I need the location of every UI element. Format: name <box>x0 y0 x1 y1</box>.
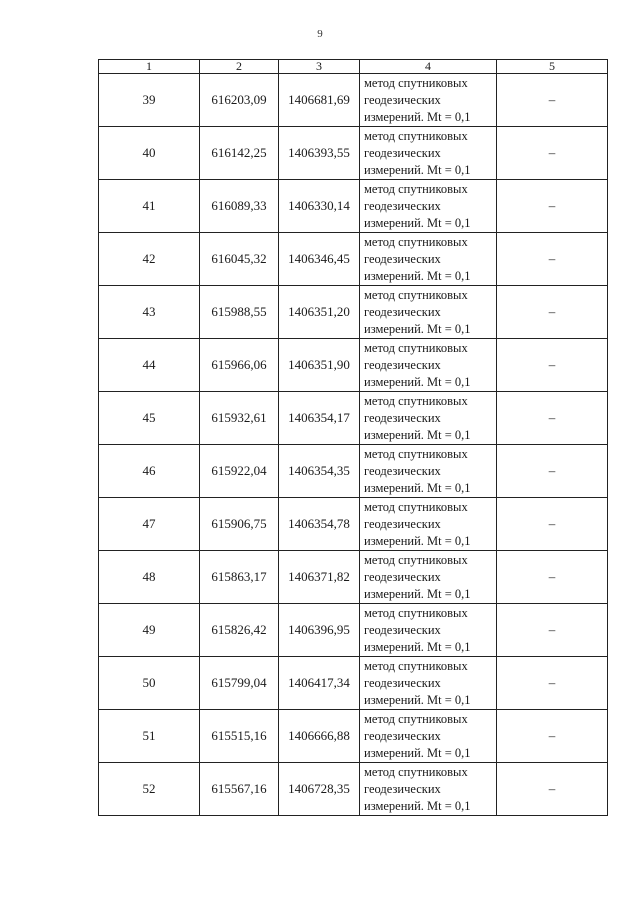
y-coordinate-cell: 1406330,14 <box>279 180 360 233</box>
method-cell <box>360 445 497 498</box>
method-text-line: метод спутниковых <box>364 75 468 90</box>
point-number-cell: 49 <box>99 604 200 657</box>
method-text-line: измерений. Mt = 0,1 <box>364 533 471 548</box>
table-row <box>99 551 608 604</box>
method-text-line: метод спутниковых <box>364 128 468 143</box>
header-col-1: 1 <box>99 60 200 74</box>
method-text-line: измерений. Mt = 0,1 <box>364 109 471 124</box>
header-row <box>99 60 608 74</box>
method-cell <box>360 604 497 657</box>
method-text-line: измерений. Mt = 0,1 <box>364 268 471 283</box>
method-cell <box>360 233 497 286</box>
point-number-cell: 41 <box>99 180 200 233</box>
method-cell <box>360 392 497 445</box>
method-text-line: геодезических <box>364 357 441 372</box>
method-text-line: измерений. Mt = 0,1 <box>364 639 471 654</box>
point-number-cell: 40 <box>99 127 200 180</box>
method-cell <box>360 74 497 127</box>
method-text-line: геодезических <box>364 569 441 584</box>
method-text-line: геодезических <box>364 145 441 160</box>
note-cell: – <box>497 233 608 286</box>
note-cell: – <box>497 392 608 445</box>
table-row <box>99 74 608 127</box>
x-coordinate-cell: 615826,42 <box>200 604 279 657</box>
method-text-line: метод спутниковых <box>364 340 468 355</box>
y-coordinate-cell: 1406346,45 <box>279 233 360 286</box>
x-coordinate-cell: 615567,16 <box>200 763 279 816</box>
point-number-cell: 39 <box>99 74 200 127</box>
y-coordinate-cell: 1406396,95 <box>279 604 360 657</box>
method-cell <box>360 498 497 551</box>
note-cell: – <box>497 710 608 763</box>
y-coordinate-cell: 1406354,35 <box>279 445 360 498</box>
method-text-line: метод спутниковых <box>364 234 468 249</box>
x-coordinate-cell: 616203,09 <box>200 74 279 127</box>
y-coordinate-cell: 1406681,69 <box>279 74 360 127</box>
method-text-line: измерений. Mt = 0,1 <box>364 374 471 389</box>
x-coordinate-cell: 615966,06 <box>200 339 279 392</box>
x-coordinate-cell: 615932,61 <box>200 392 279 445</box>
note-cell: – <box>497 127 608 180</box>
page-number: 9 <box>317 28 323 40</box>
method-cell <box>360 286 497 339</box>
y-coordinate-cell: 1406666,88 <box>279 710 360 763</box>
note-cell: – <box>497 657 608 710</box>
method-text-line: измерений. Mt = 0,1 <box>364 745 471 760</box>
note-cell: – <box>497 498 608 551</box>
table-row <box>99 710 608 763</box>
method-text-line: измерений. Mt = 0,1 <box>364 162 471 177</box>
x-coordinate-cell: 616142,25 <box>200 127 279 180</box>
point-number-cell: 42 <box>99 233 200 286</box>
method-text-line: геодезических <box>364 781 441 796</box>
x-coordinate-cell: 615863,17 <box>200 551 279 604</box>
y-coordinate-cell: 1406354,17 <box>279 392 360 445</box>
method-text-line: метод спутниковых <box>364 393 468 408</box>
method-text-line: метод спутниковых <box>364 287 468 302</box>
note-cell: – <box>497 286 608 339</box>
table-row <box>99 498 608 551</box>
table-row <box>99 604 608 657</box>
method-text-line: геодезических <box>364 198 441 213</box>
point-number-cell: 44 <box>99 339 200 392</box>
method-text-line: метод спутниковых <box>364 711 468 726</box>
method-text-line: геодезических <box>364 251 441 266</box>
method-cell <box>360 339 497 392</box>
point-number-cell: 43 <box>99 286 200 339</box>
method-text-line: метод спутниковых <box>364 658 468 673</box>
method-cell <box>360 180 497 233</box>
method-text-line: геодезических <box>364 304 441 319</box>
method-cell <box>360 551 497 604</box>
point-number-cell: 48 <box>99 551 200 604</box>
method-text-line: геодезических <box>364 92 441 107</box>
point-number-cell: 50 <box>99 657 200 710</box>
table-row <box>99 286 608 339</box>
y-coordinate-cell: 1406351,90 <box>279 339 360 392</box>
point-number-cell: 47 <box>99 498 200 551</box>
y-coordinate-cell: 1406393,55 <box>279 127 360 180</box>
method-text-line: геодезических <box>364 516 441 531</box>
point-number-cell: 46 <box>99 445 200 498</box>
y-coordinate-cell: 1406417,34 <box>279 657 360 710</box>
method-text-line: измерений. Mt = 0,1 <box>364 480 471 495</box>
y-coordinate-cell: 1406351,20 <box>279 286 360 339</box>
note-cell: – <box>497 180 608 233</box>
table-body <box>99 74 608 816</box>
method-text-line: геодезических <box>364 410 441 425</box>
header-col-4: 4 <box>360 60 497 74</box>
method-text-line: измерений. Mt = 0,1 <box>364 586 471 601</box>
method-text-line: геодезических <box>364 463 441 478</box>
table-row <box>99 233 608 286</box>
method-text-line: измерений. Mt = 0,1 <box>364 798 471 813</box>
x-coordinate-cell: 615799,04 <box>200 657 279 710</box>
table-header <box>99 60 608 74</box>
table-row <box>99 445 608 498</box>
header-col-2: 2 <box>200 60 279 74</box>
note-cell: – <box>497 339 608 392</box>
point-number-cell: 51 <box>99 710 200 763</box>
method-text-line: геодезических <box>364 622 441 637</box>
point-number-cell: 52 <box>99 763 200 816</box>
table-row <box>99 763 608 816</box>
x-coordinate-cell: 616045,32 <box>200 233 279 286</box>
y-coordinate-cell: 1406371,82 <box>279 551 360 604</box>
y-coordinate-cell: 1406354,78 <box>279 498 360 551</box>
method-text-line: измерений. Mt = 0,1 <box>364 321 471 336</box>
method-text-line: метод спутниковых <box>364 605 468 620</box>
table-row <box>99 180 608 233</box>
table-row <box>99 339 608 392</box>
method-text-line: геодезических <box>364 728 441 743</box>
method-text-line: метод спутниковых <box>364 764 468 779</box>
method-text-line: геодезических <box>364 675 441 690</box>
table-row <box>99 392 608 445</box>
x-coordinate-cell: 615988,55 <box>200 286 279 339</box>
header-col-5: 5 <box>497 60 608 74</box>
header-col-3: 3 <box>279 60 360 74</box>
method-text-line: метод спутниковых <box>364 552 468 567</box>
note-cell: – <box>497 763 608 816</box>
point-number-cell: 45 <box>99 392 200 445</box>
x-coordinate-cell: 615906,75 <box>200 498 279 551</box>
method-cell <box>360 657 497 710</box>
table-row <box>99 657 608 710</box>
method-text-line: метод спутниковых <box>364 446 468 461</box>
method-text-line: измерений. Mt = 0,1 <box>364 692 471 707</box>
method-cell <box>360 710 497 763</box>
method-text-line: метод спутниковых <box>364 499 468 514</box>
note-cell: – <box>497 551 608 604</box>
y-coordinate-cell: 1406728,35 <box>279 763 360 816</box>
method-cell <box>360 763 497 816</box>
method-text-line: измерений. Mt = 0,1 <box>364 215 471 230</box>
note-cell: – <box>497 604 608 657</box>
table-row <box>99 127 608 180</box>
x-coordinate-cell: 615515,16 <box>200 710 279 763</box>
method-cell <box>360 127 497 180</box>
x-coordinate-cell: 615922,04 <box>200 445 279 498</box>
note-cell: – <box>497 445 608 498</box>
coordinates-table <box>98 59 608 816</box>
method-text-line: измерений. Mt = 0,1 <box>364 427 471 442</box>
x-coordinate-cell: 616089,33 <box>200 180 279 233</box>
method-text-line: метод спутниковых <box>364 181 468 196</box>
note-cell: – <box>497 74 608 127</box>
